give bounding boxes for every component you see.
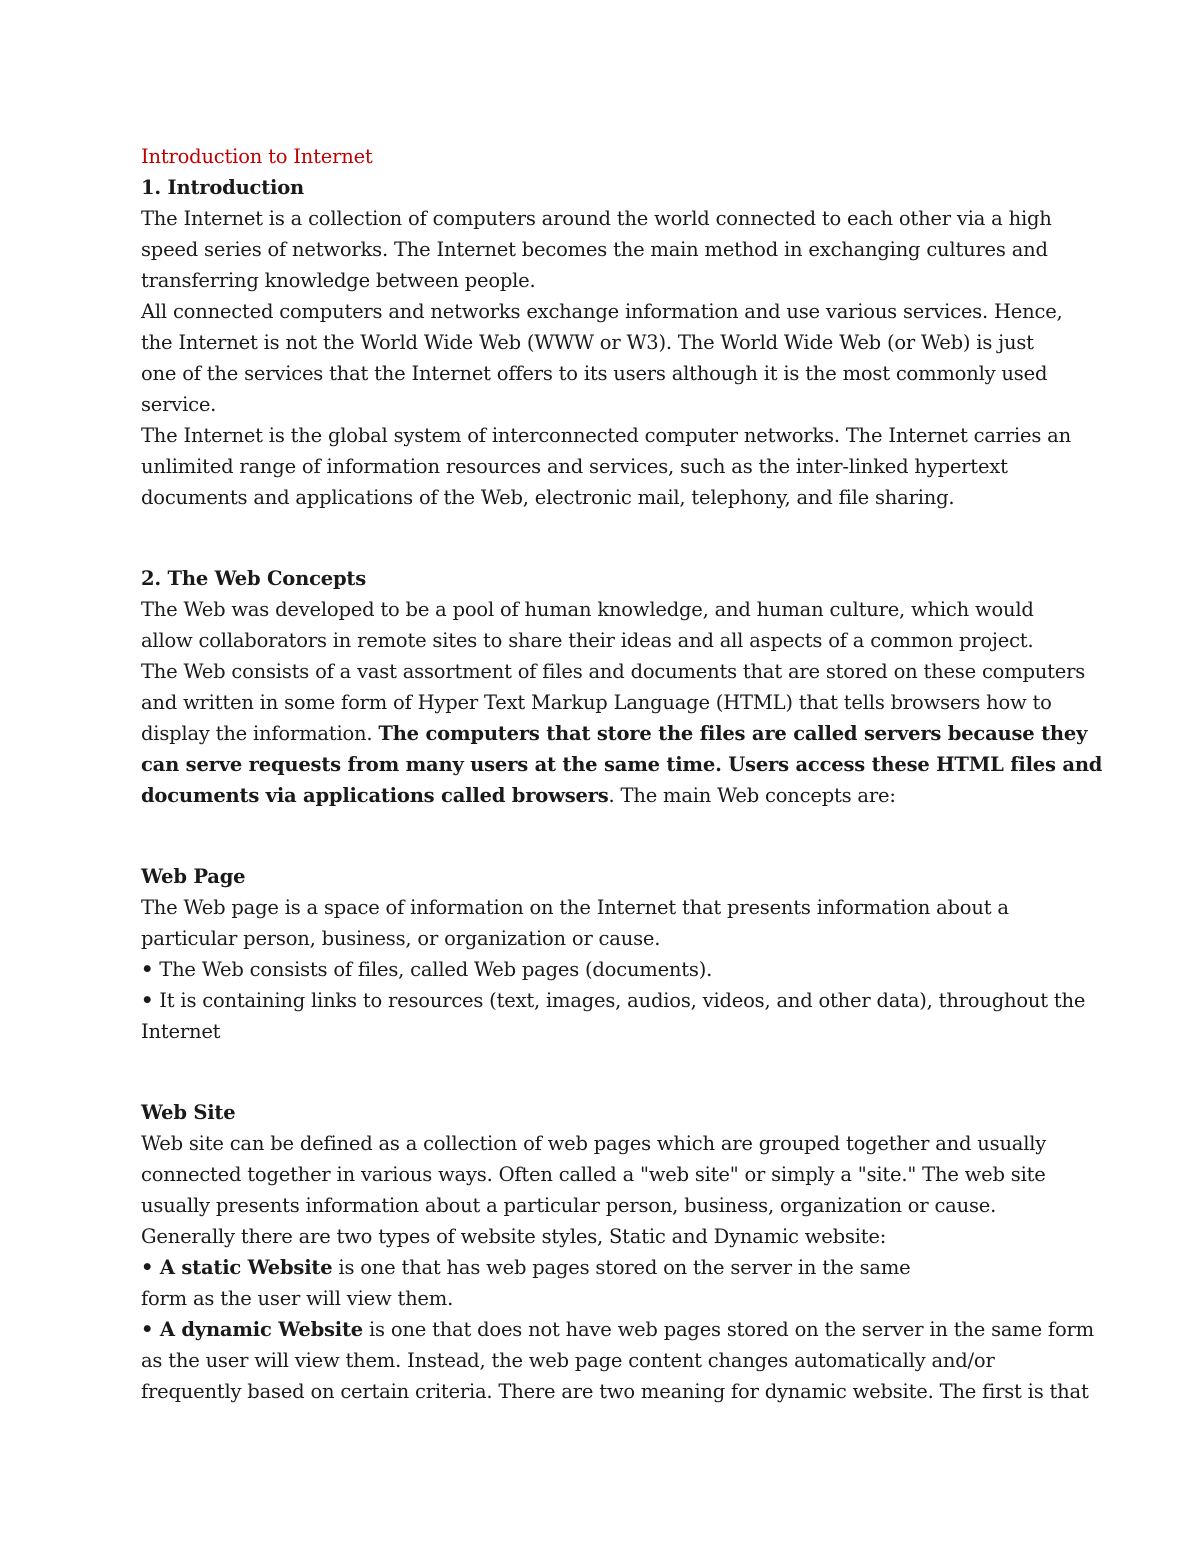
- paragraph-line: particular person, business, or organization or cause.: [141, 927, 661, 950]
- subsection-heading-web-site: Web Site: [141, 1101, 236, 1124]
- paragraph-line: usually presents information about a particular person, business, organization or cause.: [141, 1194, 997, 1217]
- paragraph-line: transferring knowledge between people.: [141, 269, 536, 292]
- paragraph-line: All connected computers and networks exchange information and use various services. Hence,: [141, 300, 1063, 323]
- section-heading-introduction: 1. Introduction: [141, 176, 305, 199]
- paragraph-line: connected together in various ways. Often called a "web site" or simply a "site." The web site: [141, 1163, 1046, 1186]
- paragraph-line: [141, 718, 1088, 749]
- bold-text: A dynamic Website: [153, 1318, 364, 1341]
- bullet-item: [141, 985, 1086, 1016]
- paragraph-line: speed series of networks. The Internet becomes the main method in exchanging cultures and: [141, 238, 1048, 261]
- bullet-item: [141, 1314, 1094, 1345]
- bullet-icon: •: [141, 958, 154, 981]
- bullet-text: It is containing links to resources (text, images, audios, videos, and other data), throughout the: [153, 989, 1086, 1012]
- document-page: [141, 141, 1103, 1407]
- bullet-icon: •: [141, 1256, 154, 1279]
- paragraph-line: one of the services that the Internet offers to its users although it is the most commonly used: [141, 362, 1048, 385]
- subsection-heading-web-page: Web Page: [141, 865, 246, 888]
- bullet-continuation: Internet: [141, 1020, 221, 1043]
- paragraph-line: Generally there are two types of website styles, Static and Dynamic website:: [141, 1225, 887, 1248]
- bullet-icon: •: [141, 1318, 154, 1341]
- paragraph-line: allow collaborators in remote sites to share their ideas and all aspects of a common project.: [141, 629, 1034, 652]
- plain-text: display the information.: [141, 722, 379, 745]
- bullet-icon: •: [141, 989, 154, 1012]
- paragraph-line: The Internet is the global system of interconnected computer networks. The Internet carries an: [141, 424, 1071, 447]
- paragraph-spacer: [141, 544, 1061, 563]
- paragraph-line: frequently based on certain criteria. There are two meaning for dynamic website. The first is that: [141, 1380, 1089, 1403]
- paragraph-spacer: [141, 513, 1061, 544]
- bold-text: documents via applications called browsers: [141, 784, 609, 807]
- paragraph-spacer: [141, 1047, 1061, 1078]
- paragraph-line: service.: [141, 393, 217, 416]
- bullet-continuation: form as the user will view them.: [141, 1287, 454, 1310]
- bullet-item: [141, 1252, 1061, 1283]
- paragraph-spacer: [141, 842, 1061, 861]
- section-heading-web-concepts: 2. The Web Concepts: [141, 567, 366, 590]
- bullet-text: The Web consists of files, called Web pages (documents).: [153, 958, 713, 981]
- paragraph-line: The Internet is a collection of computers around the world connected to each other via a high: [141, 207, 1052, 230]
- paragraph-line: as the user will view them. Instead, the web page content changes automatically and/or: [141, 1349, 995, 1372]
- paragraph-line: and written in some form of Hyper Text Markup Language (HTML) that tells browsers how to: [141, 691, 1052, 714]
- paragraph-line: can serve requests from many users at the same time. Users access these HTML files and: [141, 753, 1103, 776]
- paragraph-line: Web site can be defined as a collection of web pages which are grouped together and usually: [141, 1132, 1047, 1155]
- bullet-item: [141, 954, 1061, 985]
- paragraph-line: The Web page is a space of information on the Internet that presents information about a: [141, 896, 1009, 919]
- bullet-text: is one that has web pages stored on the server in the same: [332, 1256, 911, 1279]
- document-title: Introduction to Internet: [141, 145, 373, 168]
- paragraph-line: [141, 780, 1061, 811]
- paragraph-line: documents and applications of the Web, electronic mail, telephony, and file sharing.: [141, 486, 955, 509]
- paragraph-line: unlimited range of information resources and services, such as the inter-linked hypertext: [141, 455, 1008, 478]
- paragraph-spacer: [141, 1078, 1061, 1097]
- bullet-text: is one that does not have web pages stored on the server in the same form: [363, 1318, 1094, 1341]
- paragraph-spacer: [141, 811, 1061, 842]
- paragraph-line: The Web consists of a vast assortment of files and documents that are stored on these computers: [141, 660, 1086, 683]
- paragraph-line: The Web was developed to be a pool of human knowledge, and human culture, which would: [141, 598, 1034, 621]
- bold-text: A static Website: [153, 1256, 333, 1279]
- bold-text: The computers that store the files are called servers because they: [378, 722, 1088, 745]
- plain-text: . The main Web concepts are:: [608, 784, 896, 807]
- paragraph-line: the Internet is not the World Wide Web (WWW or W3). The World Wide Web (or Web) is just: [141, 331, 1034, 354]
